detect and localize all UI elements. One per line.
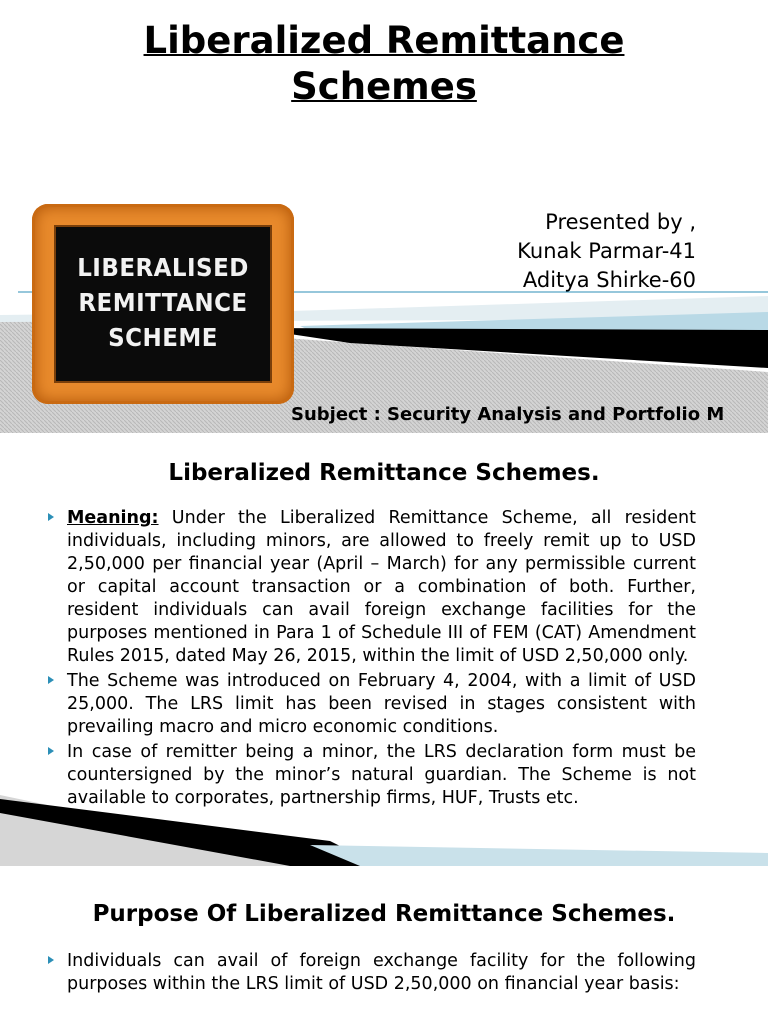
bullet-text: In case of remitter being a minor, the LRS declaration form must be countersigned by the minor’s natural guardian. The Scheme is not available to corporates, partnership firms, HUF, Trusts etc. (67, 742, 696, 808)
bullet-arrow-icon (48, 956, 54, 964)
presentation-title: Liberalized Remittance Schemes (143, 19, 625, 108)
chalkboard-text: LIBERALISED REMITTANCE SCHEME (77, 253, 249, 352)
meaning-slide (0, 433, 768, 866)
bullet-arrow-icon (48, 676, 54, 684)
subject-line: Subject : Security Analysis and Portfolio M (291, 404, 725, 425)
slide-title: Liberalized Remittance Schemes. (168, 460, 600, 486)
slide-title: Purpose Of Liberalized Remittance Schemes. (92, 901, 676, 927)
presenter-name-1: Kunak Parmar-41 (517, 239, 696, 263)
list-item (48, 741, 696, 810)
meaning-label: Meaning: (67, 508, 159, 528)
list-item (48, 507, 696, 668)
list-item (48, 670, 696, 739)
list-item (48, 950, 696, 996)
purpose-slide (0, 866, 768, 1024)
bullet-arrow-icon (48, 513, 54, 521)
bullet-text: Under the Liberalized Remittance Scheme, all resident individuals, including minors, are allowed to freely remit up to USD 2,50,000 per financial year (April – March) for any permissible current or capital account transaction or a combination of both. Further, resident individuals can avail foreign exchange facilities for the purposes mentioned in Para 1 of Schedule III of FEM (CAT) Amendment Rules 2015, dated May 26, 2015, within the limit of USD 2,50,000 only. (67, 508, 696, 666)
bullet-text: Individuals can avail of foreign exchange facility for the following purposes within the LRS limit of USD 2,50,000 on financial year basis: (67, 951, 696, 994)
bullet-text: The Scheme was introduced on February 4, 2004, with a limit of USD 25,000. The LRS limit has been revised in stages consistent with prevailing macro and micro economic conditions. (67, 671, 696, 737)
bullet-list (48, 507, 696, 812)
bullet-list (48, 950, 696, 998)
title-slide (0, 0, 768, 433)
presented-by-label: Presented by , (545, 210, 696, 234)
presenter-name-2: Aditya Shirke-60 (522, 268, 696, 292)
bullet-arrow-icon (48, 747, 54, 755)
